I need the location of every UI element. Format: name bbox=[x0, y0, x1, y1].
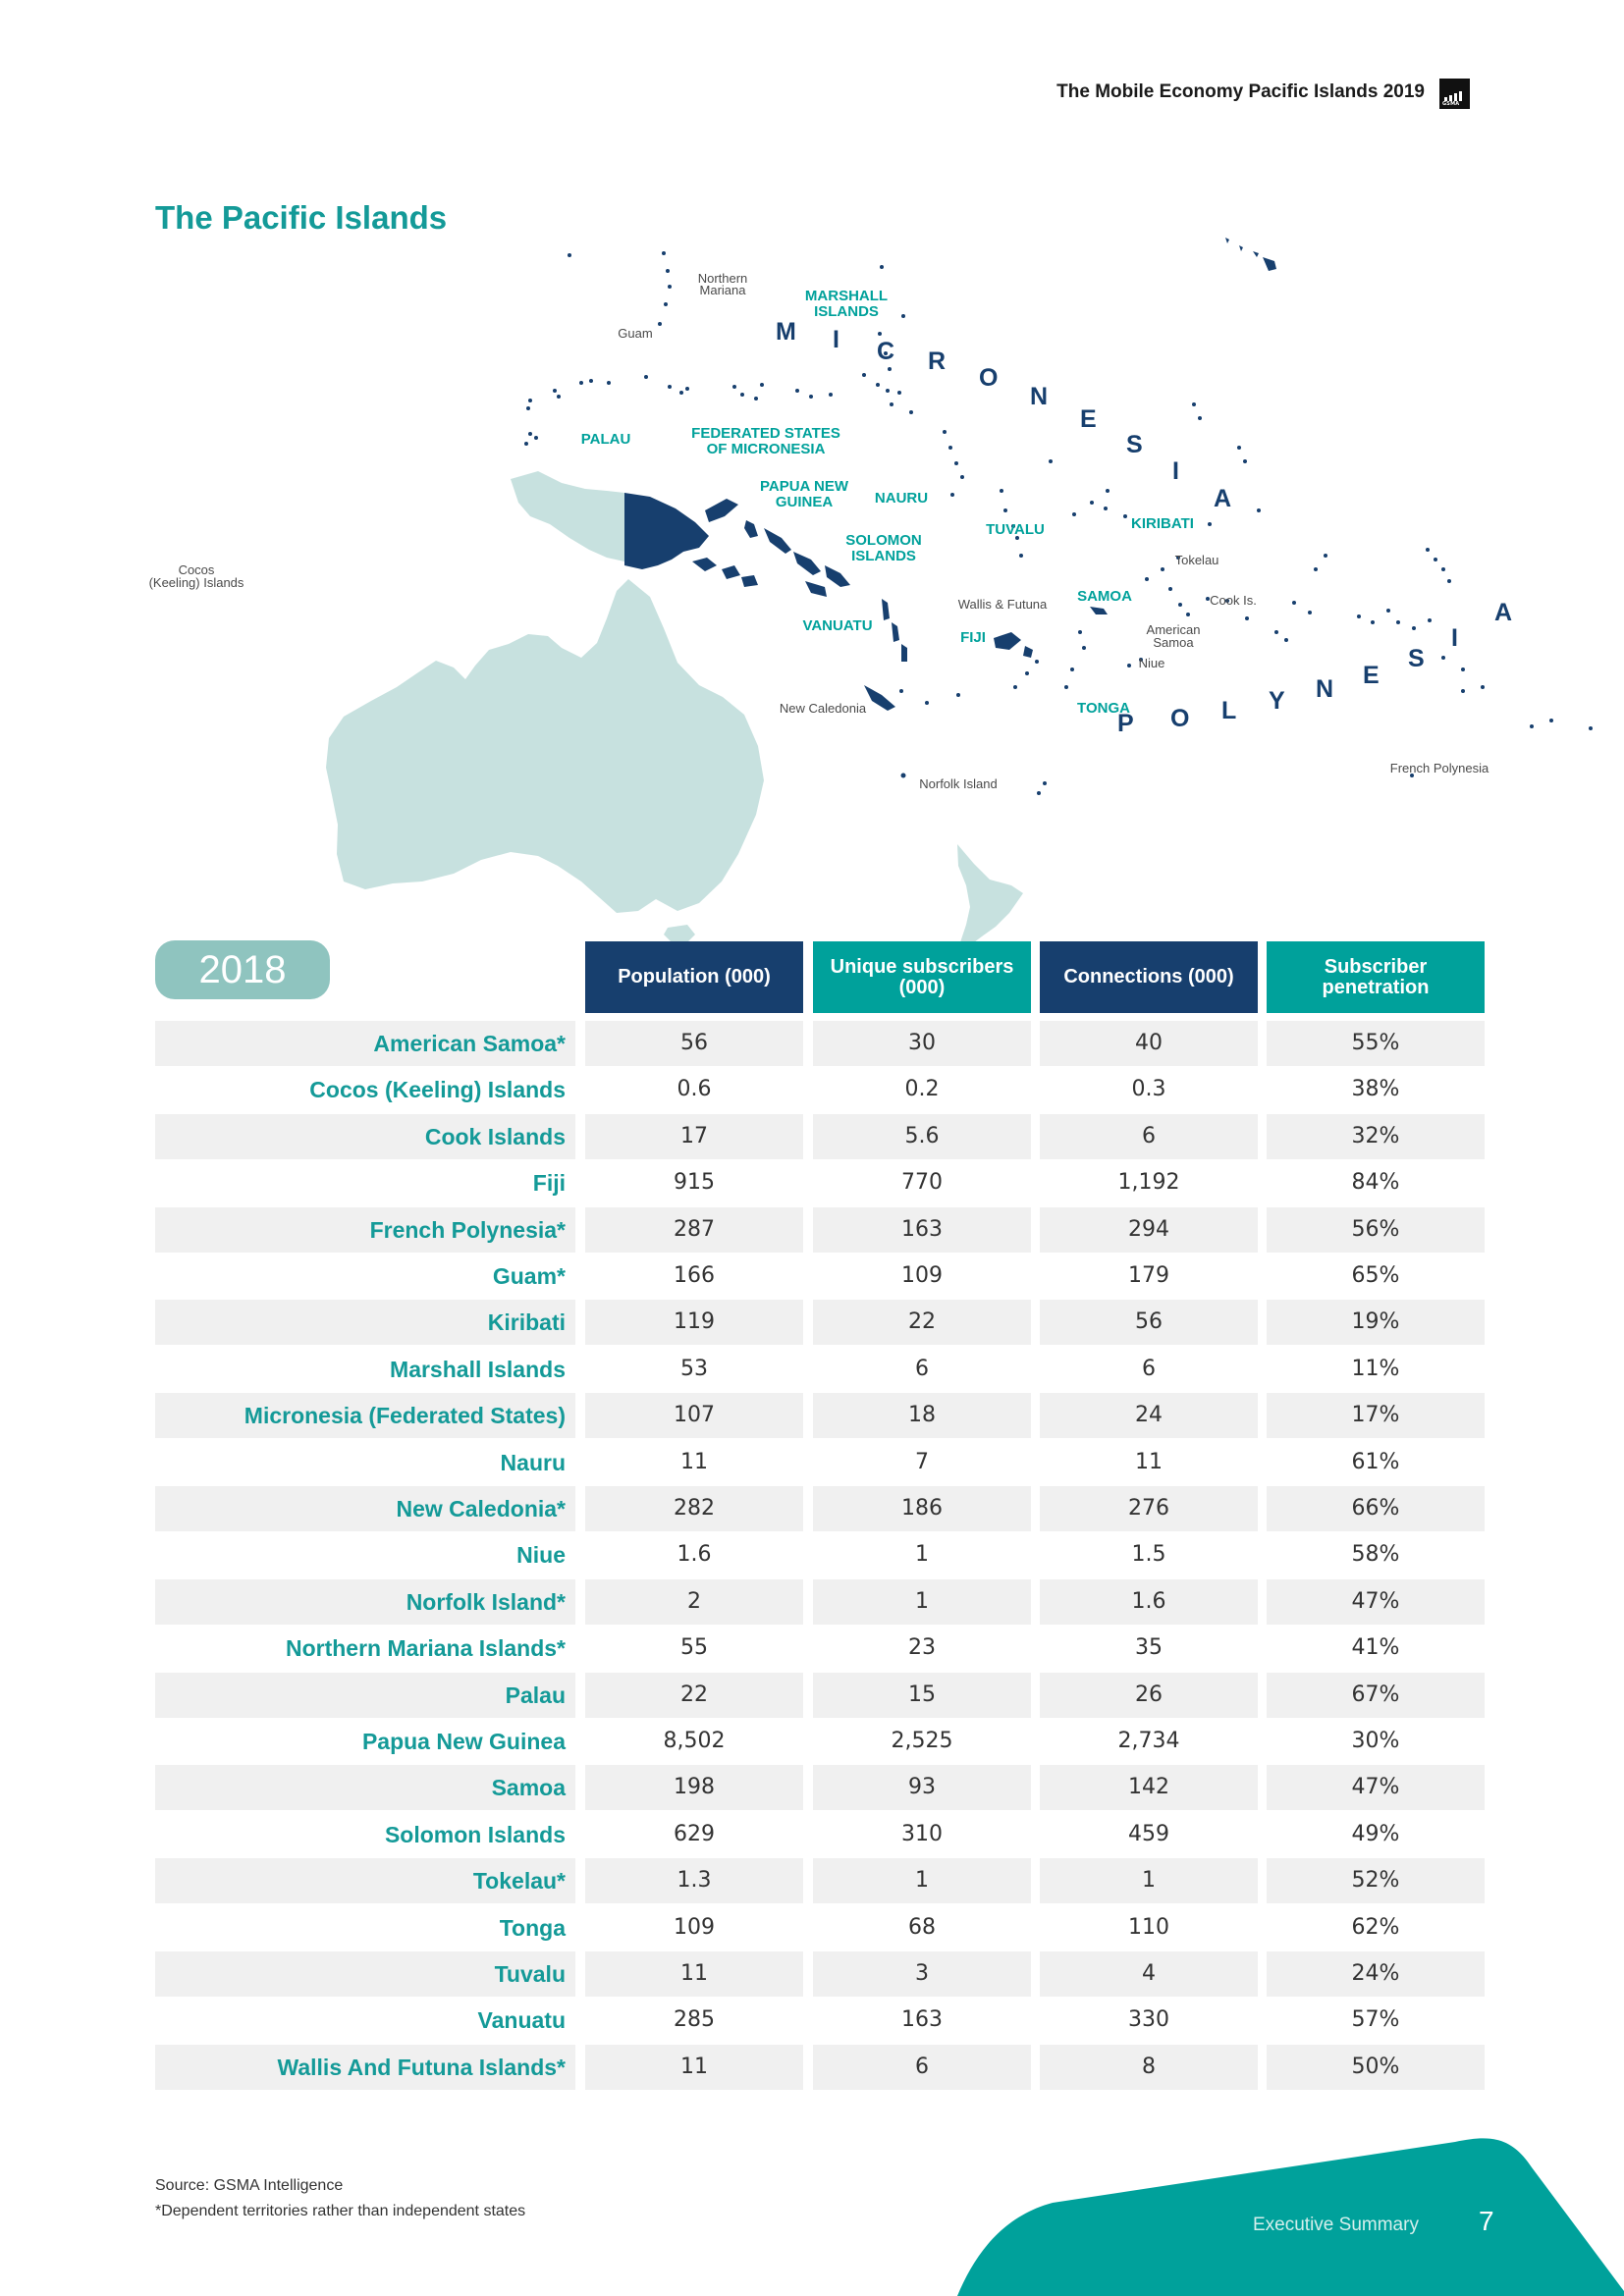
map-label-tokelau: Tokelau bbox=[1174, 553, 1219, 567]
cell-population: 282 bbox=[585, 1486, 803, 1531]
cell-subscribers: 15 bbox=[813, 1673, 1031, 1718]
map-label-cocos: Cocos bbox=[178, 562, 215, 577]
cell-connections: 276 bbox=[1040, 1486, 1258, 1531]
table-row bbox=[155, 1021, 1471, 1066]
row-name: Fiji bbox=[532, 1170, 566, 1197]
table-row bbox=[155, 1951, 1471, 1997]
cell-connections: 330 bbox=[1128, 2007, 1169, 2033]
cell-population: 915 bbox=[674, 1170, 715, 1196]
bougainville bbox=[744, 520, 758, 538]
map-label-tonga: TONGA bbox=[1077, 700, 1130, 717]
map-label-fiji: FIJI bbox=[960, 629, 986, 646]
vanuatu-landmass bbox=[882, 599, 907, 662]
table-row bbox=[155, 1532, 1471, 1577]
cell-subscribers: 310 bbox=[901, 1821, 943, 1846]
cell-subscribers: 3 bbox=[813, 1951, 1031, 1997]
cell-population: 198 bbox=[585, 1765, 803, 1810]
row-name: Cook Islands bbox=[155, 1114, 575, 1159]
row-name: American Samoa* bbox=[155, 1021, 575, 1066]
table-row bbox=[155, 1300, 1471, 1345]
page-number: 7 bbox=[1479, 2206, 1494, 2236]
cell-penetration: 19% bbox=[1267, 1300, 1485, 1345]
table-row bbox=[155, 1440, 1471, 1485]
cell-subscribers: 0.2 bbox=[904, 1077, 940, 1102]
cell-connections: 6 bbox=[1040, 1114, 1258, 1159]
row-name: Nauru bbox=[500, 1449, 566, 1475]
cell-connections: 1.5 bbox=[1131, 1542, 1166, 1568]
cell-population: 109 bbox=[674, 1914, 715, 1940]
table-row bbox=[155, 1673, 1471, 1718]
cell-population: 2 bbox=[585, 1579, 803, 1625]
cell-subscribers: 1 bbox=[813, 1858, 1031, 1903]
cell-penetration: 32% bbox=[1267, 1114, 1485, 1159]
cell-population: 107 bbox=[585, 1393, 803, 1438]
table-row bbox=[155, 2045, 1471, 2090]
polynesia-letter: N bbox=[1316, 675, 1334, 703]
year-badge: 2018 bbox=[155, 940, 330, 999]
table-row bbox=[155, 1254, 1471, 1299]
table-row bbox=[155, 1812, 1471, 1857]
gsma-logo-icon: GSMA bbox=[1439, 79, 1470, 109]
col-header-connections: Connections (000) bbox=[1040, 941, 1258, 1013]
cell-subscribers: 1 bbox=[813, 1579, 1031, 1625]
col-header-subscribers: Unique subscribers (000) bbox=[813, 941, 1031, 1013]
polynesia-letter: P bbox=[1117, 710, 1134, 737]
row-name: Niue bbox=[516, 1542, 566, 1569]
cell-connections: 2,734 bbox=[1117, 1729, 1180, 1753]
map-label-northern-mariana: Northern bbox=[697, 271, 748, 286]
samoa-landmass bbox=[1090, 607, 1108, 614]
map-label-norfolk: Norfolk Island bbox=[919, 776, 998, 791]
polynesia-letter: O bbox=[1170, 705, 1190, 732]
map-label-png: PAPUA NEW bbox=[760, 478, 848, 495]
cell-penetration: 61% bbox=[1351, 1449, 1400, 1474]
cell-subscribers: 163 bbox=[813, 1207, 1031, 1253]
map-label-cook: Cook Is. bbox=[1210, 593, 1257, 608]
map-label-tuvalu: TUVALU bbox=[986, 521, 1045, 538]
new-zealand-north bbox=[957, 844, 1023, 942]
papua-new-guinea-landmass bbox=[624, 493, 709, 569]
map-label-png: GUINEA bbox=[775, 494, 834, 510]
cell-subscribers: 93 bbox=[813, 1765, 1031, 1810]
cell-population: 22 bbox=[585, 1673, 803, 1718]
cell-connections: 1 bbox=[1040, 1858, 1258, 1903]
cell-connections: 294 bbox=[1040, 1207, 1258, 1253]
cell-population: 11 bbox=[585, 1951, 803, 1997]
polynesia-letter: L bbox=[1221, 697, 1237, 724]
cell-penetration: 47% bbox=[1267, 1765, 1485, 1810]
polynesia-letter: Y bbox=[1269, 687, 1285, 715]
polynesia-letter: S bbox=[1408, 645, 1425, 672]
dependent-note: *Dependent territories rather than independent states bbox=[155, 2203, 526, 2219]
micronesia-letter: M bbox=[776, 318, 796, 346]
row-name: Marshall Islands bbox=[390, 1356, 566, 1382]
row-name: Northern Mariana Islands* bbox=[285, 1635, 566, 1662]
cell-population: 1.3 bbox=[585, 1858, 803, 1903]
map-label-northern-mariana: Mariana bbox=[699, 283, 746, 297]
cell-penetration: 17% bbox=[1267, 1393, 1485, 1438]
cell-population: 287 bbox=[585, 1207, 803, 1253]
cell-penetration: 58% bbox=[1351, 1542, 1400, 1568]
australia-landmass bbox=[326, 579, 764, 913]
cell-connections: 56 bbox=[1040, 1300, 1258, 1345]
row-name: Papua New Guinea bbox=[361, 1729, 566, 1754]
cell-connections: 1,192 bbox=[1117, 1170, 1180, 1196]
row-name: Cocos (Keeling) Islands bbox=[309, 1077, 566, 1103]
map-label-solomon: SOLOMON bbox=[845, 532, 922, 549]
row-name: Tokelau* bbox=[155, 1858, 575, 1903]
cell-population: 166 bbox=[674, 1263, 715, 1288]
cell-penetration: 66% bbox=[1267, 1486, 1485, 1531]
cell-population: 53 bbox=[680, 1356, 708, 1381]
cell-population: 1.6 bbox=[677, 1542, 712, 1568]
cell-penetration: 49% bbox=[1351, 1821, 1400, 1846]
cell-connections: 110 bbox=[1128, 1914, 1169, 1940]
cell-connections: 179 bbox=[1128, 1263, 1169, 1288]
cell-connections: 26 bbox=[1040, 1673, 1258, 1718]
table-row bbox=[155, 1067, 1471, 1112]
row-name: Wallis And Futuna Islands* bbox=[155, 2045, 575, 2090]
cell-penetration: 50% bbox=[1267, 2045, 1485, 2090]
hawaii-islands bbox=[1225, 238, 1276, 271]
row-name: Tonga bbox=[499, 1914, 566, 1941]
map-label-kiribati: KIRIBATI bbox=[1131, 515, 1194, 532]
micronesia-letter: A bbox=[1214, 485, 1232, 512]
map-label-french-polynesia: French Polynesia bbox=[1389, 761, 1489, 775]
map-label-niue: Niue bbox=[1138, 656, 1165, 670]
cell-subscribers: 2,525 bbox=[891, 1729, 953, 1753]
cell-subscribers: 163 bbox=[901, 2007, 943, 2033]
cell-penetration: 24% bbox=[1267, 1951, 1485, 1997]
cell-connections: 459 bbox=[1128, 1821, 1169, 1846]
cell-connections: 1.6 bbox=[1040, 1579, 1258, 1625]
micronesia-letter: N bbox=[1030, 383, 1049, 410]
micronesia-letter: I bbox=[833, 326, 839, 353]
cell-subscribers: 18 bbox=[813, 1393, 1031, 1438]
cell-subscribers: 68 bbox=[908, 1914, 936, 1940]
new-britain bbox=[705, 499, 738, 522]
map-label-american-samoa: American bbox=[1146, 622, 1201, 637]
cell-penetration: 62% bbox=[1351, 1914, 1400, 1940]
source-note: Source: GSMA Intelligence bbox=[155, 2177, 344, 2194]
micronesia-letter: O bbox=[979, 364, 999, 392]
micronesia-letter: E bbox=[1080, 405, 1097, 433]
row-name: Samoa bbox=[155, 1765, 575, 1810]
table-row bbox=[155, 1160, 1471, 1205]
table-row bbox=[155, 1905, 1471, 1950]
tasmania bbox=[664, 925, 695, 942]
col-header-population: Population (000) bbox=[585, 941, 803, 1013]
row-name: Kiribati bbox=[155, 1300, 575, 1345]
row-name: Palau bbox=[155, 1673, 575, 1718]
cell-population: 629 bbox=[674, 1821, 715, 1846]
table-row bbox=[155, 1719, 1471, 1764]
cell-penetration: 52% bbox=[1267, 1858, 1485, 1903]
cell-penetration: 65% bbox=[1351, 1263, 1400, 1288]
table-row bbox=[155, 1998, 1471, 2043]
row-name: Guam* bbox=[492, 1263, 566, 1289]
cell-subscribers: 23 bbox=[908, 1635, 936, 1661]
map-label-fsm: OF MICRONESIA bbox=[706, 441, 826, 457]
cell-subscribers: 6 bbox=[813, 2045, 1031, 2090]
header-title: The Mobile Economy Pacific Islands 2019 bbox=[1056, 81, 1425, 102]
cell-connections: 24 bbox=[1040, 1393, 1258, 1438]
cell-subscribers: 109 bbox=[901, 1263, 943, 1288]
cell-subscribers: 22 bbox=[813, 1300, 1031, 1345]
micronesia-letter: I bbox=[1172, 457, 1179, 485]
fiji-landmass bbox=[994, 632, 1033, 658]
map-label-cocos: (Keeling) Islands bbox=[148, 575, 244, 590]
cell-penetration: 56% bbox=[1267, 1207, 1485, 1253]
map-label-wallis: Wallis & Futuna bbox=[957, 597, 1048, 612]
cell-population: 11 bbox=[585, 2045, 803, 2090]
cell-subscribers: 6 bbox=[915, 1356, 929, 1381]
row-name: Norfolk Island* bbox=[155, 1579, 575, 1625]
map-label-nauru: NAURU bbox=[874, 490, 929, 507]
row-name: New Caledonia* bbox=[155, 1486, 575, 1531]
row-name: French Polynesia* bbox=[155, 1207, 575, 1253]
cell-penetration: 67% bbox=[1267, 1673, 1485, 1718]
map-label-samoa: SAMOA bbox=[1077, 588, 1132, 605]
cell-subscribers: 1 bbox=[915, 1542, 929, 1568]
polynesia-letter: E bbox=[1363, 662, 1380, 689]
solomon-islands-landmass bbox=[764, 528, 850, 597]
cell-subscribers: 186 bbox=[813, 1486, 1031, 1531]
table-row bbox=[155, 1858, 1471, 1903]
cell-population: 8,502 bbox=[663, 1729, 726, 1753]
cell-population: 0.6 bbox=[677, 1077, 712, 1102]
polynesia-letter: I bbox=[1451, 624, 1458, 652]
cell-penetration: 47% bbox=[1267, 1579, 1485, 1625]
new-guinea-west bbox=[511, 471, 624, 561]
cell-population: 56 bbox=[585, 1021, 803, 1066]
cell-connections: 40 bbox=[1040, 1021, 1258, 1066]
cell-subscribers: 770 bbox=[901, 1170, 943, 1196]
cell-connections: 0.3 bbox=[1131, 1077, 1166, 1102]
footer-section-title: Executive Summary bbox=[1253, 2215, 1419, 2235]
cell-penetration: 41% bbox=[1351, 1635, 1400, 1661]
new-caledonia-landmass bbox=[864, 685, 895, 711]
table-row bbox=[155, 1486, 1471, 1531]
map-label-fsm: FEDERATED STATES bbox=[691, 425, 840, 442]
cell-connections: 4 bbox=[1040, 1951, 1258, 1997]
row-name: Solomon Islands bbox=[384, 1821, 566, 1847]
cell-population: 119 bbox=[585, 1300, 803, 1345]
cell-population: 285 bbox=[674, 2007, 715, 2033]
table-row bbox=[155, 1114, 1471, 1159]
cell-connections: 6 bbox=[1142, 1356, 1156, 1381]
row-name: Vanuatu bbox=[477, 2007, 566, 2034]
footer-shape bbox=[0, 2130, 1624, 2296]
polynesia-letter: A bbox=[1494, 599, 1513, 626]
table-row bbox=[155, 1579, 1471, 1625]
map-label-new-caledonia: New Caledonia bbox=[779, 701, 867, 716]
cell-penetration: 84% bbox=[1351, 1170, 1400, 1196]
table-row bbox=[155, 1347, 1471, 1392]
cell-population: 55 bbox=[680, 1635, 708, 1661]
cell-penetration: 38% bbox=[1351, 1077, 1400, 1102]
cell-penetration: 55% bbox=[1267, 1021, 1485, 1066]
cell-subscribers: 30 bbox=[813, 1021, 1031, 1066]
cell-connections: 11 bbox=[1135, 1449, 1163, 1474]
table-row bbox=[155, 1626, 1471, 1671]
table-row bbox=[155, 1393, 1471, 1438]
png-islands-east bbox=[692, 558, 758, 587]
pacific-islands-map bbox=[0, 226, 1624, 942]
cell-population: 17 bbox=[585, 1114, 803, 1159]
cell-population: 11 bbox=[680, 1449, 708, 1474]
table-row bbox=[155, 1207, 1471, 1253]
cell-penetration: 30% bbox=[1351, 1729, 1400, 1753]
map-label-marshall: MARSHALL bbox=[804, 288, 889, 304]
cell-penetration: 57% bbox=[1351, 2007, 1400, 2033]
map-label-vanuatu: VANUATU bbox=[802, 617, 873, 634]
page-title: The Pacific Islands bbox=[155, 199, 448, 236]
map-label-solomon: ISLANDS bbox=[851, 548, 916, 564]
row-name: Tuvalu bbox=[155, 1951, 575, 1997]
cell-connections: 8 bbox=[1040, 2045, 1258, 2090]
map-label-american-samoa: Samoa bbox=[1153, 635, 1194, 650]
table-row bbox=[155, 1765, 1471, 1810]
cell-subscribers: 7 bbox=[915, 1449, 929, 1474]
cell-subscribers: 5.6 bbox=[813, 1114, 1031, 1159]
map-label-palau: PALAU bbox=[580, 431, 631, 448]
row-name: Micronesia (Federated States) bbox=[155, 1393, 575, 1438]
cell-connections: 142 bbox=[1040, 1765, 1258, 1810]
map-label-marshall: ISLANDS bbox=[814, 303, 879, 320]
micronesia-letter: S bbox=[1126, 431, 1143, 458]
micronesia-letter: R bbox=[928, 347, 947, 375]
micronesia-letter: C bbox=[877, 338, 895, 365]
col-header-penetration: Subscriber penetration bbox=[1267, 941, 1485, 1013]
cell-penetration: 11% bbox=[1351, 1356, 1400, 1381]
cell-connections: 35 bbox=[1135, 1635, 1163, 1661]
map-label-guam: Guam bbox=[618, 326, 653, 341]
